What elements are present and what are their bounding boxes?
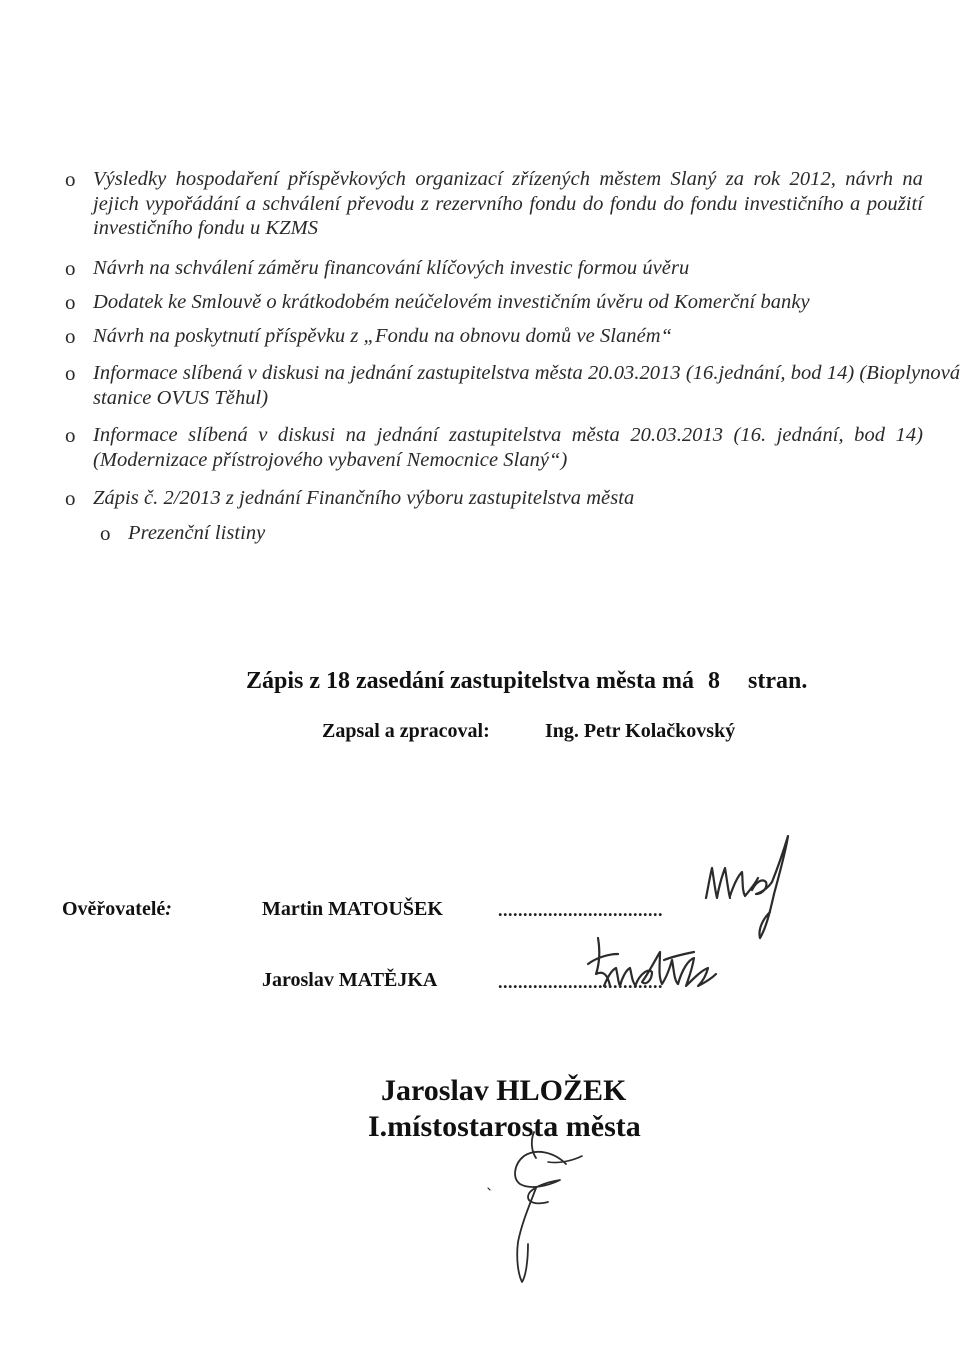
- list-item-text: Výsledky hospodaření příspěvkových organizací zřízených městem Slaný za rok 2012, návrh na jejich vypořádání a schválení převodu z rezervního fondu do fondu do fondu investičního a použití investičního fondu u KZMS: [93, 168, 923, 239]
- verifiers-colon: :: [165, 898, 172, 920]
- handwritten-signature-icon: [476, 1130, 616, 1290]
- list-item-text: Informace slíbená v diskusi na jednání zastupitelstva města 20.03.2013 (16.jednání, bod 14) (Bioplynová stanice OVUS Těhul): [93, 362, 960, 409]
- bullet: o: [65, 486, 76, 510]
- signature-line: .................................: [498, 900, 663, 920]
- list-item-text: Informace slíbená v diskusi na jednání zastupitelstva města 20.03.2013 (16. jednání, bod 14)(Modernizace přístrojového vybavení Nemocnice Slaný“): [93, 424, 923, 471]
- signature-line: .................................: [498, 972, 663, 992]
- bullet: o: [65, 167, 76, 191]
- list-item-text: Prezenční listiny: [128, 522, 266, 544]
- handwritten-signature-icon: [700, 832, 800, 942]
- minutes-summary: [246, 668, 866, 695]
- bullet: o: [65, 290, 76, 314]
- verifier-name: Jaroslav MATĚJKA: [262, 969, 438, 991]
- deputy-mayor-name: Jaroslav HLOŽEK: [381, 1074, 627, 1107]
- handwritten-signature-icon: [578, 930, 728, 1010]
- bullet: o: [65, 256, 76, 280]
- list-item-text: Návrh na schválení záměru financování klíčových investic formou úvěru: [93, 257, 690, 279]
- recorder-label: Zapsal a zpracoval:: [322, 720, 490, 742]
- deputy-mayor-title: I.místostarosta města: [368, 1110, 641, 1143]
- verifier-name: Martin MATOUŠEK: [262, 898, 443, 920]
- list-item-text: Zápis č. 2/2013 z jednání Finančního výboru zastupitelstva města: [93, 487, 635, 509]
- summary-text: Zápis z 18 zasedání zastupitelstva města má: [246, 668, 694, 694]
- verifiers-label-text: Ověřovatelé: [62, 898, 166, 920]
- bullet: o: [65, 324, 76, 348]
- list-item-text: Dodatek ke Smlouvě o krátkodobém neúčelovém investičním úvěru od Komerční banky: [93, 291, 810, 313]
- recorder-name: Ing. Petr Kolačkovský: [545, 720, 736, 742]
- list-item-text: Návrh na poskytnutí příspěvku z „Fondu na obnovu domů ve Slaném“: [93, 325, 673, 347]
- summary-unit: stran.: [747, 668, 808, 694]
- bullet: o: [100, 521, 111, 545]
- page-count: 8: [707, 668, 720, 694]
- bullet: o: [65, 423, 76, 447]
- bullet: o: [65, 361, 76, 385]
- verifiers-label: [62, 898, 172, 921]
